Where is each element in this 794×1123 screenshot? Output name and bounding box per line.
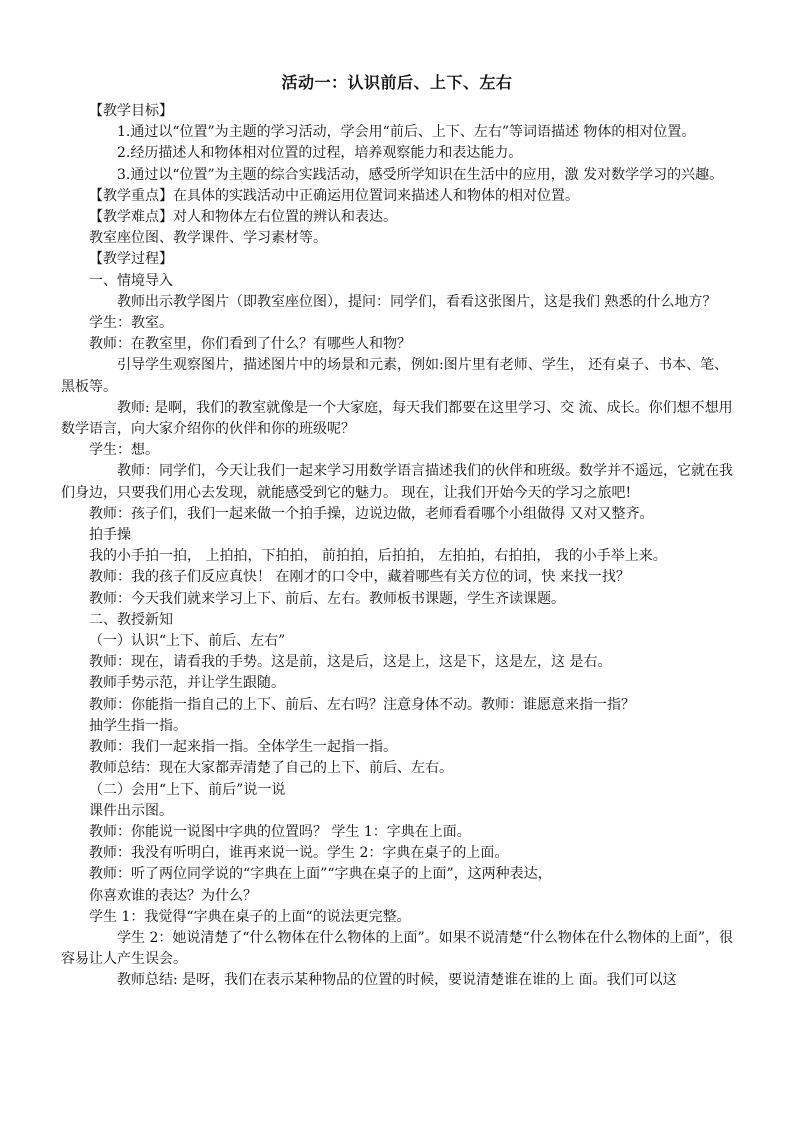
paragraph: 你喜欢谁的表达？为什么？ — [89, 887, 257, 904]
paragraph: 学生 1：我觉得“字典在桌子的上面“的说法更完整。 — [89, 908, 411, 925]
objective-3: 3.通过以“位置”为主题的综合实践活动，感受所学知识在生活中的应用，激 发对数学学习的兴趣。 — [117, 166, 724, 183]
subsection-heading: （一）认识“上下、前后、左右” — [89, 633, 286, 650]
paragraph: 教师：我没有听明白，谁再来说一说。学生 2：字典在桌子的上面。 — [89, 845, 509, 862]
subsection-heading: （二）会用“上下、前后”说一说 — [89, 781, 286, 798]
paragraph: 教师：我们一起来指一指。全体学生一起指一指。 — [89, 739, 397, 756]
section-heading-objectives: 【教学目标】 — [89, 103, 173, 119]
paragraph: 学生：教室。 — [89, 315, 173, 332]
paragraph: 教师手势示范，并让学生跟随。 — [89, 675, 285, 692]
key-point: 【教学重点】在具体的实践活动中正确运用位置词来描述人和物体的相对位置。 — [89, 187, 579, 204]
objective-2: 2.经历描述人和物体相对位置的过程，培养观察能力和表达能力。 — [117, 145, 523, 162]
paragraph: 拍手操 — [89, 527, 131, 544]
paragraph: 教师: 是啊，我们的教室就像是一个大家庭，每天我们都要在这里学习、交 流、成长。你们想不想用数学语言，向大家介绍你的伙伴和你的班级呢？ — [61, 399, 733, 438]
paragraph: 学生 2：她说清楚了“什么物体在什么物体的上面”。如果不说清楚“什么物体在什么物体的上面”，很容易让人产生误会。 — [61, 929, 733, 968]
paragraph: 抽学生指一指。 — [89, 717, 187, 734]
paragraph: 我的小手拍一拍， 上拍拍，下拍拍， 前拍拍，后拍拍， 左拍拍，右拍拍， 我的小手举上来。 — [89, 548, 667, 565]
paragraph: 教师：你能指一指自己的上下、前后、左右吗？注意身体不动。教师：谁愿意来指一指？ — [89, 696, 635, 713]
paragraph: 课件出示图。 — [89, 802, 173, 819]
paragraph: 教师：你能说一说图中字典的位置吗？ 学生 1：字典在上面。 — [89, 823, 471, 840]
objective-1: 1.通过以“位置”为主题的学习活动，学会用“前后、上下、左右”等词语描述 物体的相对位置。 — [117, 124, 696, 141]
paragraph: 教师出示教学图片（即教室座位图），提问：同学们，看看这张图片，这是我们 熟悉的什么地方？ — [117, 293, 717, 310]
paragraph: 教师：听了两位同学说的“字典在上面”“字典在桌子的上面”，这两种表达， — [89, 866, 552, 883]
materials: 教室座位图、教学课件、学习素材等。 — [89, 230, 327, 247]
document-title: 活动一：认识前后、上下、左右 — [281, 73, 513, 92]
paragraph: 教师：同学们，今天让我们一起来学习用数学语言描述我们的伙伴和班级。数学并不遥远，它就在我们身边，只要我们用心去发现，就能感受到它的魅力。 现在，让我们开始今天的学习之旅吧! — [61, 463, 733, 501]
paragraph: 教师：在教室里，你们看到了什么？有哪些人和物？ — [89, 336, 411, 353]
section-intro-heading: 一、情境导入 — [89, 272, 173, 289]
paragraph: 教师：今天我们就来学习上下、前后、左右。教师板书课题，学生齐读课题。 — [89, 590, 565, 607]
paragraph: 学生：想。 — [89, 442, 159, 459]
paragraph: 教师总结：现在大家都弄清楚了自己的上下、前后、左右。 — [89, 760, 453, 777]
paragraph: 引导学生观察图片，描述图片中的场景和元素，例如:图片里有老师、学生， 还有桌子、书本、笔、黑板等。 — [61, 357, 729, 395]
paragraph: 教师：孩子们，我们一起来做一个拍手操，边说边做，老师看看哪个小组做得 又对又整齐。 — [89, 505, 654, 522]
document-body — [61, 101, 735, 992]
paragraph: 教师：我的孩子们反应真快！ 在刚才的口令中，藏着哪些有关方位的词，快 来找一找？ — [89, 569, 630, 586]
paragraph: 教师：现在，请看我的手势。这是前，这是后，这是上，这是下，这是左，这 是右。 — [89, 654, 612, 671]
difficult-point: 【教学难点】对人和物体左右位置的辨认和表达。 — [89, 209, 397, 226]
section-heading-process: 【教学过程】 — [89, 251, 173, 268]
section-teach-heading: 二、教授新知 — [89, 611, 173, 628]
paragraph: 教师总结: 是呀，我们在表示某种物品的位置的时候，要说清楚谁在谁的上 面。我们可以这 — [117, 972, 677, 989]
